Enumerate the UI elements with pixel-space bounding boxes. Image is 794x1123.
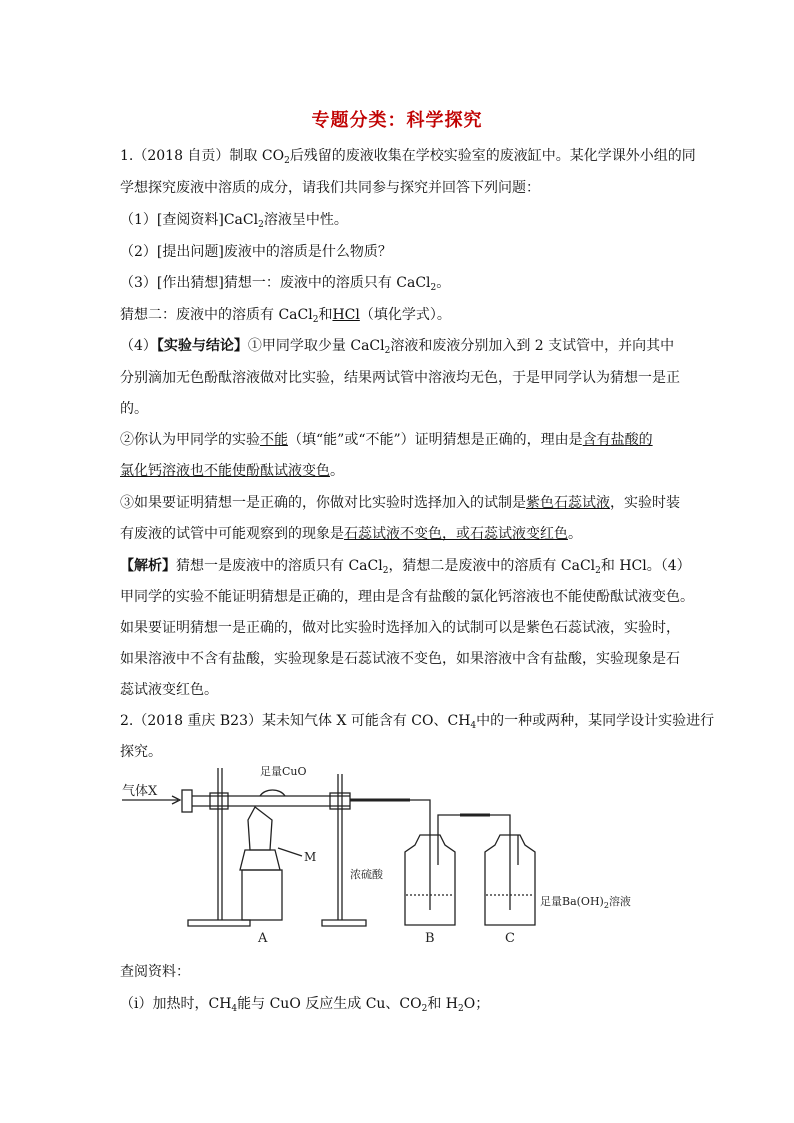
q1-sub3 <box>120 493 680 513</box>
label-c: C <box>505 931 515 946</box>
section-tag: 【解析】 <box>120 558 176 574</box>
subscript: 2 <box>258 220 264 230</box>
glass-tube <box>192 796 350 806</box>
tube-b-out <box>438 815 460 835</box>
pointer-line-m <box>278 848 302 856</box>
q1-step1 <box>120 210 348 230</box>
answer-blank: 紫色石蕊试液 <box>526 495 610 511</box>
q1-intro-text: 1.（2018 自贡）制取 CO <box>120 148 285 164</box>
q1-step4-text-2: 溶液和废液分别加入到 2 支试管中，并向其中 <box>390 338 675 354</box>
q1-analysis <box>120 556 691 576</box>
ref-text-4: O； <box>463 996 490 1012</box>
answer-blank: 含有盐酸的 <box>582 432 653 448</box>
q2-intro <box>120 711 714 731</box>
label-b: B <box>425 931 435 946</box>
q1-intro-text-2: 后残留的废液收集在学校实验室的废液缸中。某化学课外小组的同 <box>289 148 696 164</box>
baoh-label: 足量$Ba(OH)_2$溶液 <box>540 895 631 910</box>
subscript: 2 <box>430 283 437 293</box>
q1-step1-text-2: 溶液呈中性。 <box>263 212 348 228</box>
label-m: M <box>304 850 317 864</box>
q1-sub2 <box>120 430 653 450</box>
q1-intro <box>120 146 696 166</box>
period: 。 <box>568 526 582 542</box>
subscript: 4 <box>470 721 477 731</box>
stand-base-right <box>322 920 366 926</box>
apparatus-figure <box>120 760 680 950</box>
analysis-text-2: ，猜想二是废液中的溶质有 CaCl <box>388 558 596 574</box>
q1-sub3-text-3: 有废液的试管中可能观察到的现象是 <box>120 526 344 542</box>
stopper-left <box>182 790 192 812</box>
analysis-line5: 蕊试液变红色。 <box>120 682 218 698</box>
analysis-line2: 甲同学的实验不能证明猜想是正确的，理由是含有盐酸的氯化钙溶液也不能使酚酞试液变色。 <box>120 589 694 605</box>
ref-text: （ⅰ）加热时，CH <box>120 996 232 1012</box>
subscript: 4 <box>231 1004 238 1014</box>
subscript: 2 <box>284 156 290 166</box>
q1-step4 <box>120 336 674 356</box>
subscript: 2 <box>421 1004 428 1014</box>
ref-text-2: 能与 CuO 反应生成 Cu、CO <box>237 996 422 1012</box>
answer-blank: 不能 <box>260 432 288 448</box>
q1-guess2-text-2: 和 <box>318 307 333 323</box>
q1-step4-line3: 的。 <box>120 401 148 417</box>
q1-step3 <box>120 273 450 293</box>
bottle-b-tubes <box>430 835 438 910</box>
q1-step3-text-2: 。 <box>436 275 451 291</box>
q1-step4-num: （4） <box>120 338 157 354</box>
q1-sub3-text: ③如果要证明猜想一是正确的，你做对比实验时选择加入的试制是 <box>120 495 526 511</box>
burner-top <box>240 850 280 870</box>
tube-to-b <box>410 800 430 835</box>
q1-guess2 <box>120 305 451 325</box>
q2-intro-text-2: 中的一种或两种，某同学设计实验进行 <box>476 713 715 729</box>
q1-step2: （2）[提出问题]废液中的溶质是什么物质？ <box>120 244 392 260</box>
analysis-line4: 如果溶液中不含有盐酸，实验现象是石蕊试液不变色，如果溶液中含有盐酸，实验现象是石 <box>120 651 680 667</box>
subscript: 2 <box>384 346 391 356</box>
q1-step1-text: （1）[查阅资料]CaCl <box>120 212 259 228</box>
subscript: 2 <box>382 566 389 576</box>
q2-intro-line2: 探究。 <box>120 744 162 760</box>
period: 。 <box>330 463 344 479</box>
answer-blank: 氯化钙溶液也不能使酚酞试液变色 <box>120 463 330 479</box>
answer-blank: 石蕊试液不变色，或石蕊试液变红色 <box>344 526 568 542</box>
q1-sub2-text-2: （填“能”或“不能”）证明猜想是正确的，理由是 <box>288 432 583 448</box>
q1-step4-text: ①甲同学取少量 CaCl <box>247 338 385 354</box>
subscript: 2 <box>595 566 601 576</box>
tube-to-c <box>490 815 510 835</box>
q2-intro-text: 2.（2018 重庆 B23）某未知气体 X 可能含有 CO、CH <box>120 713 471 729</box>
subscript: 2 <box>312 315 319 325</box>
q1-guess2-text: 猜想二：废液中的溶质有 CaCl <box>120 307 313 323</box>
q1-intro-line2: 学想探究废液中溶质的成分，请我们共同参与探究并回答下列问题： <box>120 180 540 196</box>
burner-base <box>242 870 282 920</box>
q1-step3-text: （3）[作出猜想]猜想一：废液中的溶质只有 CaCl <box>120 275 431 291</box>
analysis-text: 猜想一是废液中的溶质只有 CaCl <box>176 558 383 574</box>
answer-blank: HCl <box>332 307 360 323</box>
gas-x-label: 气体X <box>122 784 158 799</box>
subscript: 2 <box>458 1004 464 1014</box>
analysis-text-3: 和 HCl。（4） <box>600 558 691 574</box>
acid-label: 浓硫酸 <box>350 868 383 881</box>
q2-reference: 查阅资料： <box>120 964 190 980</box>
q1-sub2-line2 <box>120 461 344 481</box>
ref-text-3: 和 H <box>427 996 459 1012</box>
analysis-line3: 如果要证明猜想一是正确的，做对比实验时选择加入的试制可以是紫色石蕊试液，实验时， <box>120 620 680 636</box>
q1-step4-line2: 分别滴加无色酚酞溶液做对比实验，结果两试管中溶液均无色，于是甲同学认为猜想一是正 <box>120 370 680 386</box>
cuo-powder <box>260 790 285 796</box>
q1-sub3-text-2: ，实验时装 <box>610 495 680 511</box>
q2-ref-item1 <box>120 994 489 1014</box>
section-tag: 【实验与结论】 <box>156 338 248 354</box>
label-a: A <box>258 931 268 946</box>
page-title: 专题分类：科学探究 <box>311 110 483 131</box>
q1-sub2-text: ②你认为甲同学的实验 <box>120 432 260 448</box>
q1-sub3-line2 <box>120 524 582 544</box>
burner-flame <box>248 807 272 850</box>
bottle-c-tubes <box>510 835 518 910</box>
q1-guess2-text-3: （填化学式）。 <box>359 307 451 323</box>
cuo-label: 足量CuO <box>260 765 307 778</box>
stand-base-left <box>188 920 250 926</box>
stand-rod-left <box>218 768 222 920</box>
